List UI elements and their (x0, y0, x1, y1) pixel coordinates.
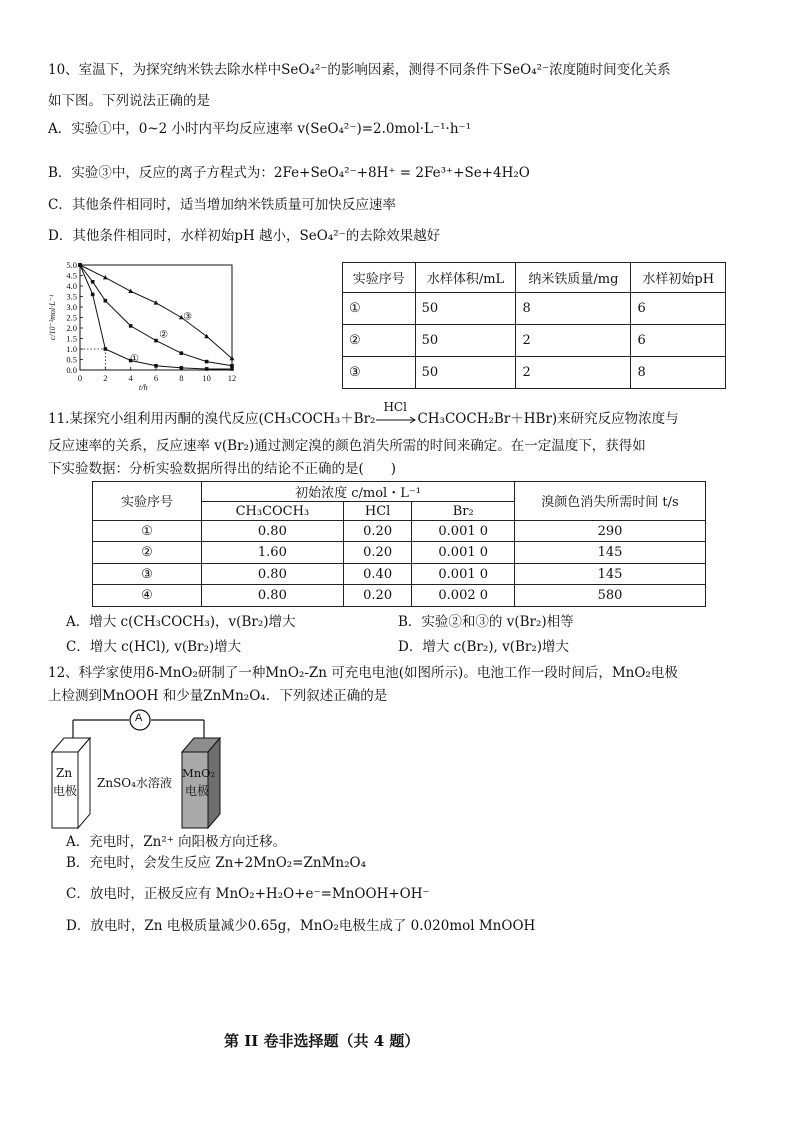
q10-table (342, 262, 726, 389)
q11-table-subheader: HCl (343, 502, 412, 520)
section-title: 第 II 卷非选择题（共 4 题） (224, 1032, 420, 1050)
x-tick-label: 2 (103, 373, 108, 383)
q11-table-header: 实验序号 (93, 482, 202, 521)
data-point (129, 324, 133, 328)
table-cell: 0.001 0 (412, 542, 515, 564)
q12-option-c: C．放电时，正极反应有 MnO₂+H₂O+e⁻=MnOOH+OH⁻ (66, 886, 430, 902)
table-cell: 50 (415, 325, 516, 357)
data-point (91, 293, 95, 297)
table-cell: 6 (631, 325, 726, 357)
data-point (230, 364, 234, 368)
series-label-1: ① (129, 353, 139, 365)
mno2-label: MnO₂ (182, 766, 216, 780)
q11-table-header: 初始浓度 c/mol・L⁻¹ (202, 482, 515, 502)
table-cell: 0.001 0 (412, 563, 515, 585)
data-point (205, 360, 209, 364)
table-cell: 8 (516, 293, 631, 325)
q10-option-d: D．其他条件相同时，水样初始pH 越小，SeO₄²⁻的去除效果越好 (48, 228, 441, 244)
data-point (205, 367, 209, 371)
chart-frame (80, 265, 232, 370)
table-cell: 0.80 (202, 585, 344, 607)
x-tick-label: 12 (227, 373, 237, 383)
q10-stem-line1: 10、室温下，为探究纳米铁去除水样中SeO₄²⁻的影响因素，测得不同条件下SeO₄²⁻浓度随时间变化关系 (48, 62, 671, 78)
table-row (343, 325, 726, 357)
q12-stem-line1: 12、科学家使用δ-MnO₂研制了一种MnO₂-Zn 可充电电池(如图所示)。电池工作一段时间后，MnO₂电极 (48, 665, 678, 681)
data-point (104, 299, 108, 303)
table-cell: ③ (343, 357, 416, 389)
data-point (180, 351, 184, 355)
q10-concentration-chart (44, 256, 244, 392)
series-line-2 (80, 265, 232, 366)
table-cell: 0.40 (343, 563, 412, 585)
q10-table-header: 实验序号 (343, 263, 416, 293)
x-tick-label: 4 (128, 373, 133, 383)
data-point (204, 334, 209, 338)
x-tick-label: 10 (202, 373, 211, 383)
q10-table-header: 水样初始pH (631, 263, 726, 293)
q10-table-header: 水样体积/mL (415, 263, 516, 293)
mno2-label-electrode: 电极 (185, 784, 210, 798)
q11-table (92, 481, 706, 607)
battery-diagram (44, 708, 244, 830)
table-row (93, 542, 706, 564)
q10-table-header: 纳米铁质量/mg (516, 263, 631, 293)
y-tick-label: 2.0 (66, 323, 77, 333)
table-cell: 8 (631, 357, 726, 389)
y-tick-label: 0.0 (66, 365, 77, 375)
table-cell: 1.60 (202, 542, 344, 564)
series-line-3 (80, 265, 232, 358)
q12-option-a: A．充电时，Zn²⁺ 向阳极方向迁移。 (66, 834, 287, 850)
y-tick-label: 4.5 (66, 270, 77, 281)
y-tick-label: 4.0 (66, 281, 77, 291)
y-tick-label: 2.5 (66, 312, 77, 323)
table-cell: 0.20 (343, 585, 412, 607)
table-cell: ① (93, 520, 202, 542)
q11-stem-line1 (48, 399, 679, 428)
table-cell: 50 (415, 293, 516, 325)
table-row (343, 293, 726, 325)
q11-table-subheader: CH₃COCH₃ (202, 502, 344, 520)
data-point (180, 366, 184, 370)
y-tick-label: 3.0 (66, 302, 77, 312)
series-label-2: ② (159, 329, 169, 341)
q11-stem-line2: 反应速率的关系，反应速率 v(Br₂)通过测定溴的颜色消失所需的时间来确定。在一定温度下，获得如 (48, 438, 646, 454)
data-point (104, 347, 108, 351)
q11-option-b: B．实验②和③的 v(Br₂)相等 (398, 614, 574, 630)
table-cell: 290 (515, 520, 706, 542)
series-label-3: ③ (183, 311, 193, 323)
table-cell: 145 (515, 563, 706, 585)
table-cell: 6 (631, 293, 726, 325)
table-cell: 0.001 0 (412, 520, 515, 542)
table-row (93, 563, 706, 585)
zn-label: Zn (56, 766, 73, 780)
y-tick-label: 1.5 (66, 333, 77, 344)
q11-table-subheader: Br₂ (412, 502, 515, 520)
table-cell: ④ (93, 585, 202, 607)
ammeter-label: A (135, 712, 143, 724)
table-cell: ② (93, 542, 202, 564)
solution-label: ZnSO₄水溶液 (97, 776, 172, 790)
table-cell: ② (343, 325, 416, 357)
table-cell: ① (343, 293, 416, 325)
q11-stem-line3: 下实验数据：分析实验数据所得出的结论不正确的是( ) (48, 461, 397, 477)
reaction-arrow (375, 399, 417, 428)
arrow-icon (375, 412, 417, 428)
table-cell: 0.80 (202, 520, 344, 542)
table-cell: 0.80 (202, 563, 344, 585)
q11-option-d: D．增大 c(Br₂), v(Br₂)增大 (398, 639, 570, 655)
table-cell: 580 (515, 585, 706, 607)
q11-stem-part-a: 11.某探究小组利用丙酮的溴代反应(CH₃COCH₃＋Br₂ (48, 411, 376, 427)
data-point (154, 364, 158, 368)
y-tick-label: 1.0 (66, 344, 77, 354)
y-axis-label: c/10⁻³mol·L⁻¹ (48, 294, 57, 341)
table-cell: 0.002 0 (412, 585, 515, 607)
q11-option-a: A．增大 c(CH₃COCH₃)，v(Br₂)增大 (66, 614, 296, 630)
q12-option-b: B．充电时，会发生反应 Zn+2MnO₂=ZnMn₂O₄ (66, 855, 366, 871)
table-cell: 0.20 (343, 542, 412, 564)
x-axis-label: t/h (138, 382, 148, 392)
x-tick-label: 0 (77, 373, 83, 383)
y-tick-label: 5.0 (66, 260, 77, 270)
table-row (93, 585, 706, 607)
q10-option-a: A．实验①中，0~2 小时内平均反应速率 v(SeO₄²⁻)=2.0mol·L⁻¹·h⁻¹ (48, 121, 472, 137)
table-cell: 2 (516, 325, 631, 357)
q12-stem-line2: 上检测到MnOOH 和少量ZnMn₂O₄．下列叙述正确的是 (48, 688, 388, 704)
zn-label-electrode: 电极 (53, 784, 78, 798)
q12-option-d: D．放电时，Zn 电极质量减少0.65g，MnO₂电极生成了 0.020mol MnOOH (66, 918, 536, 934)
table-cell: 2 (516, 357, 631, 389)
series-line-1 (80, 265, 232, 369)
table-cell: ③ (93, 563, 202, 585)
y-tick-label: 3.5 (66, 291, 77, 302)
table-row (93, 520, 706, 542)
q10-option-b: B．实验③中，反应的离子方程式为：2Fe+SeO₄²⁻+8H⁺ = 2Fe³⁺+Se+4H₂O (48, 165, 530, 181)
x-tick-label: 6 (153, 373, 159, 383)
table-cell: 0.20 (343, 520, 412, 542)
q11-table-header: 溴颜色消失所需时间 t/s (515, 482, 706, 521)
table-row (343, 357, 726, 389)
arrow-catalyst-label: HCl (383, 399, 407, 414)
q10-option-c: C．其他条件相同时，适当增加纳米铁质量可加快反应速率 (48, 197, 396, 213)
q11-stem-part-b: CH₃COCH₂Br＋HBr)来研究反应物浓度与 (417, 411, 679, 427)
data-point (154, 339, 158, 343)
data-point (230, 367, 234, 371)
x-tick-label: 8 (179, 373, 184, 383)
table-cell: 50 (415, 357, 516, 389)
data-point (91, 280, 95, 284)
q11-option-c: C．增大 c(HCl), v(Br₂)增大 (66, 639, 242, 655)
q10-stem-line2: 如下图。下列说法正确的是 (48, 93, 210, 109)
y-tick-label: 0.5 (66, 354, 77, 365)
table-cell: 145 (515, 542, 706, 564)
